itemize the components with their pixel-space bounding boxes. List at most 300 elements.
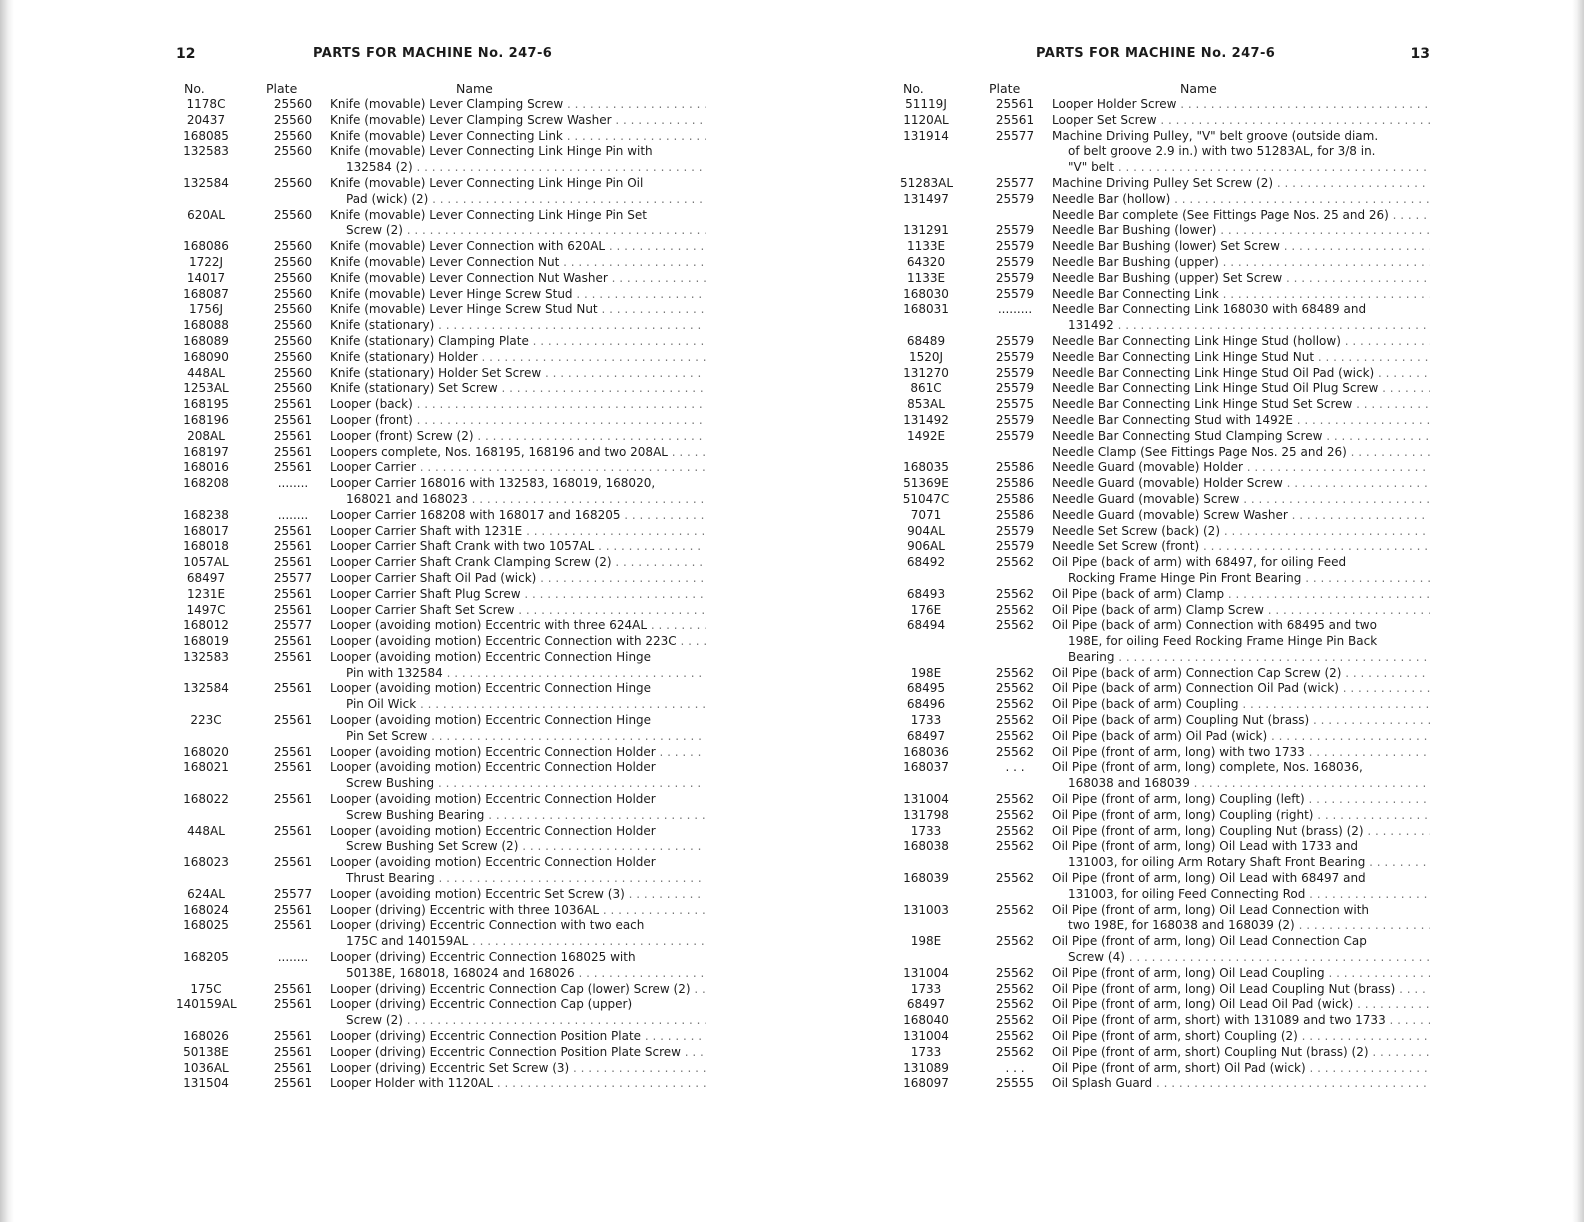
part-number: 223C [190, 713, 222, 728]
part-name [322, 381, 706, 397]
part-name [322, 903, 706, 919]
part-row [176, 445, 706, 461]
part-row [176, 287, 706, 303]
part-name [322, 97, 706, 113]
part-name-line: Screw Bushing Set Screw (2) . . . [330, 839, 706, 855]
part-name-line: Looper (avoiding motion) Eccentric Connection Holder [330, 760, 656, 775]
part-name [322, 760, 706, 792]
part-name [1044, 745, 1430, 761]
part-number: 131270 [903, 365, 949, 380]
part-number: 168016 [183, 460, 229, 475]
part-name [1044, 476, 1430, 492]
part-row [900, 445, 1430, 461]
part-name [1044, 1045, 1430, 1061]
parts-list [176, 97, 706, 1092]
part-name-line: Screw Bushing Bearing . . . [330, 808, 706, 824]
part-row [900, 334, 1430, 350]
plate-number: 25562 [995, 618, 1035, 633]
plate-number: 25562 [995, 681, 1035, 696]
part-number: 168021 [183, 760, 229, 775]
part-name-line: Looper (driving) Eccentric Connection Cap (upper) [330, 997, 633, 1012]
plate-number: 25561 [273, 460, 313, 475]
part-name-line: Oil Pipe (front of arm, short) with 131089 and two 1733 . . . [1052, 1013, 1430, 1029]
part-name [1044, 760, 1430, 792]
part-name-line: Knife (stationary) Holder Set Screw . . . [330, 366, 706, 382]
part-row [900, 1076, 1430, 1092]
part-number: 14017 [186, 270, 226, 285]
part-number: 853AL [907, 397, 945, 412]
plate-number: 25562 [995, 902, 1035, 917]
part-number: 168018 [183, 539, 229, 554]
part-name [322, 429, 706, 445]
part-name [1044, 460, 1430, 476]
plate-number: 25586 [995, 507, 1035, 522]
part-number: 132584 [183, 175, 229, 190]
part-number: 168026 [183, 1029, 229, 1044]
part-number: 51047C [902, 491, 950, 506]
plate-number: 25562 [995, 934, 1035, 949]
plate-number: 25561 [273, 555, 313, 570]
part-name-line: Pad (wick) (2) . . . [330, 192, 706, 208]
page-number: 12 [176, 46, 196, 62]
part-name-line: Knife (stationary) Set Screw . . . [330, 381, 706, 397]
part-name [1044, 223, 1430, 239]
plate-number: 25562 [995, 965, 1035, 980]
part-name [1044, 966, 1430, 982]
part-row [900, 476, 1430, 492]
part-name [1044, 903, 1430, 935]
part-number: 198E [910, 665, 942, 680]
part-name-line: Oil Pipe (back of arm) Coupling . . . [1052, 697, 1430, 713]
part-name [322, 287, 706, 303]
part-number: 68496 [906, 697, 946, 712]
part-row [900, 539, 1430, 555]
part-row [176, 903, 706, 919]
part-name [1044, 366, 1430, 382]
part-number: 175C [190, 981, 222, 996]
plate-number: 25577 [995, 175, 1035, 190]
part-name-line: Looper (avoiding motion) Eccentric Connection with 223C . . . [330, 634, 706, 650]
plate-number: 25562 [995, 713, 1035, 728]
part-number: 132583 [183, 144, 229, 159]
plate-number: 25562 [995, 602, 1035, 617]
part-row [900, 555, 1430, 587]
part-name [322, 950, 706, 982]
part-name [322, 208, 706, 240]
part-name-line: Knife (movable) Lever Clamping Screw . . . [330, 97, 706, 113]
part-name [1044, 618, 1430, 665]
plate-number: 25561 [273, 981, 313, 996]
part-row [176, 1076, 706, 1092]
part-name [322, 634, 706, 650]
plate-number: 25561 [273, 1060, 313, 1075]
part-row [900, 1061, 1430, 1077]
part-name [1044, 381, 1430, 397]
part-name-line: Knife (stationary) Clamping Plate . . . [330, 334, 706, 350]
part-name [322, 302, 706, 318]
plate-number: 25562 [995, 586, 1035, 601]
part-name [1044, 839, 1430, 871]
part-row [176, 760, 706, 792]
plate-number: 25579 [995, 349, 1035, 364]
plate-number: 25562 [995, 697, 1035, 712]
part-row [176, 824, 706, 856]
part-name [322, 745, 706, 761]
part-row [176, 508, 706, 524]
part-name-line: Needle Bar Bushing (lower) Set Screw . . . [1052, 239, 1430, 255]
part-name [1044, 334, 1430, 350]
part-row [900, 1045, 1430, 1061]
part-name-line: Oil Pipe (front of arm, long) Oil Lead Connection with [1052, 902, 1370, 917]
part-name [322, 887, 706, 903]
part-name-line: Oil Pipe (front of arm, long) Oil Lead Connection Cap [1052, 934, 1367, 949]
page-number: 13 [1410, 46, 1430, 62]
part-number: 1133E [906, 270, 946, 285]
part-name-line: Screw (2) . . . [330, 223, 706, 239]
part-row [900, 681, 1430, 697]
part-number: 168238 [183, 507, 229, 522]
part-name-line: Looper (driving) Eccentric Connection 168025 with [330, 950, 636, 965]
part-row [176, 176, 706, 208]
plate-number: ........ [277, 507, 309, 522]
plate-number: 25579 [995, 270, 1035, 285]
plate-number: ........ [277, 476, 309, 491]
part-name-line: Knife (movable) Lever Hinge Screw Stud Nut . . . [330, 302, 706, 318]
part-name [322, 144, 706, 176]
plate-number: 25561 [273, 397, 313, 412]
part-name-line: Needle Bar Bushing (upper) . . . [1052, 255, 1430, 271]
plate-number: 25560 [273, 286, 313, 301]
plate-number: 25560 [273, 381, 313, 396]
plate-number: 25586 [995, 460, 1035, 475]
part-name [322, 603, 706, 619]
part-name [322, 681, 706, 713]
part-row [176, 350, 706, 366]
part-name-line: 168021 and 168023 . . . [330, 492, 706, 508]
part-name-line: Needle Bar Bushing (lower) . . . [1052, 223, 1430, 239]
part-name-line: Looper (avoiding motion) Eccentric Connection Holder [330, 823, 656, 838]
part-row [176, 429, 706, 445]
plate-number: 25579 [995, 428, 1035, 443]
part-name [322, 255, 706, 271]
plate-number: ......... [997, 302, 1033, 317]
part-number: 168031 [903, 302, 949, 317]
part-number: 168085 [183, 128, 229, 143]
part-name [1044, 792, 1430, 808]
part-name-line: Needle Bar Connecting Stud Clamping Screw . . . [1052, 429, 1430, 445]
part-number: 1057AL [183, 555, 229, 570]
plate-number: 25560 [273, 270, 313, 285]
part-name-line: Screw Bushing . . . [330, 776, 706, 792]
part-row [176, 302, 706, 318]
part-row [176, 318, 706, 334]
part-name-line: Looper (avoiding motion) Eccentric Connection Holder [330, 855, 656, 870]
part-number: 168036 [903, 744, 949, 759]
part-name-line: Needle Bar Connecting Link 168030 with 68489 and [1052, 302, 1367, 317]
plate-number: 25579 [995, 254, 1035, 269]
plate-number: 25562 [995, 871, 1035, 886]
plate-number: 25561 [273, 444, 313, 459]
part-number: 168020 [183, 744, 229, 759]
part-name [322, 1029, 706, 1045]
part-name-line: Knife (movable) Lever Connecting Link Hinge Pin Set [330, 207, 647, 222]
part-name [1044, 587, 1430, 603]
part-name-line: Bearing . . . [1052, 650, 1430, 666]
part-name-line: Oil Pipe (front of arm, short) Coupling Nut (brass) (2) . . . [1052, 1045, 1430, 1061]
part-number: 1722J [188, 254, 224, 269]
part-row [176, 618, 706, 634]
part-number: 1231E [186, 586, 226, 601]
part-number: 168030 [903, 286, 949, 301]
plate-number: 25561 [273, 792, 313, 807]
part-name-line: Looper (front) . . . [330, 413, 706, 429]
part-name [1044, 824, 1430, 840]
part-number: 131504 [183, 1076, 229, 1091]
part-number: 64320 [906, 254, 946, 269]
plate-number: 25561 [995, 112, 1035, 127]
part-name-line: Knife (movable) Lever Connecting Link Hinge Pin Oil [330, 175, 644, 190]
plate-number: 25561 [273, 539, 313, 554]
part-number: 1733 [910, 981, 942, 996]
part-name-line: Pin Set Screw . . . [330, 729, 706, 745]
plate-number: 25561 [273, 997, 313, 1012]
part-name-line: Knife (stationary) . . . [330, 318, 706, 334]
part-name [1044, 729, 1430, 745]
part-name-line: Oil Pipe (front of arm, long) Oil Lead Coupling . . . [1052, 966, 1430, 982]
part-name-line: Oil Pipe (back of arm) Oil Pad (wick) . . . [1052, 729, 1430, 745]
part-number: 132583 [183, 649, 229, 664]
part-row [176, 476, 706, 508]
part-row [900, 713, 1430, 729]
part-row [900, 808, 1430, 824]
plate-number: 25561 [273, 428, 313, 443]
part-name-line: Oil Splash Guard . . . [1052, 1076, 1430, 1092]
part-name [1044, 239, 1430, 255]
part-name [322, 713, 706, 745]
part-name-line: Looper Carrier Shaft Oil Pad (wick) . . . [330, 571, 706, 587]
part-number: 131914 [903, 128, 949, 143]
part-number: 168089 [183, 333, 229, 348]
part-row [900, 666, 1430, 682]
part-row [900, 492, 1430, 508]
part-row [900, 176, 1430, 192]
part-name [322, 413, 706, 429]
part-name [322, 539, 706, 555]
part-row [900, 934, 1430, 966]
plate-number: . . . [1005, 1060, 1025, 1075]
part-number: 1733 [910, 823, 942, 838]
part-name [1044, 934, 1430, 966]
part-name-line: Oil Pipe (front of arm, long) Oil Lead with 68497 and [1052, 871, 1366, 886]
part-row [900, 587, 1430, 603]
part-name [1044, 524, 1430, 540]
part-name [322, 129, 706, 145]
part-row [900, 208, 1430, 224]
part-number: 168097 [903, 1076, 949, 1091]
part-row [176, 239, 706, 255]
part-name-line: Knife (movable) Lever Connection with 620AL . . . [330, 239, 706, 255]
part-number: 7071 [910, 507, 942, 522]
part-number: 198E [910, 934, 942, 949]
part-name [322, 997, 706, 1029]
part-name [322, 271, 706, 287]
plate-number: 25562 [995, 1029, 1035, 1044]
part-row [176, 271, 706, 287]
part-name-line: Needle Guard (movable) Holder . . . [1052, 460, 1430, 476]
part-name [322, 1061, 706, 1077]
plate-number: 25561 [273, 634, 313, 649]
part-number: 50138E [183, 1044, 229, 1059]
plate-number: 25555 [995, 1076, 1035, 1091]
plate-number: 25561 [273, 681, 313, 696]
plate-number: 25560 [273, 239, 313, 254]
part-name [1044, 666, 1430, 682]
part-name-line: Needle Bar Connecting Link . . . [1052, 287, 1430, 303]
part-name-line: Looper (avoiding motion) Eccentric Set Screw (3) . . . [330, 887, 706, 903]
plate-number: 25577 [273, 618, 313, 633]
part-row [176, 524, 706, 540]
column-header-name: Name [1180, 81, 1217, 96]
part-name-line: Needle Guard (movable) Holder Screw . . . [1052, 476, 1430, 492]
part-number: 168197 [183, 444, 229, 459]
part-name-line: Screw (2) . . . [330, 1013, 706, 1029]
part-row [900, 97, 1430, 113]
part-name-line: Needle Bar complete (See Fittings Page Nos. 25 and 26) . . . [1052, 208, 1430, 224]
part-row [900, 697, 1430, 713]
part-name [1044, 697, 1430, 713]
part-number: 51369E [903, 476, 949, 491]
part-number: 168195 [183, 397, 229, 412]
part-name-line: Looper (avoiding motion) Eccentric Connection Holder [330, 792, 656, 807]
column-headers [900, 81, 1430, 97]
part-number: 448AL [187, 823, 225, 838]
part-name [322, 397, 706, 413]
part-number: 906AL [907, 539, 945, 554]
plate-number: 25562 [995, 839, 1035, 854]
part-number: 168023 [183, 855, 229, 870]
part-row [900, 603, 1430, 619]
part-name-line: Looper (front) Screw (2) . . . [330, 429, 706, 445]
part-name-line: Needle Bar (hollow) . . . [1052, 192, 1430, 208]
part-number: 131492 [903, 412, 949, 427]
part-number: 1520J [908, 349, 944, 364]
part-number: 68495 [906, 681, 946, 696]
part-row [176, 255, 706, 271]
part-name [1044, 129, 1430, 176]
part-name-line: Needle Bar Connecting Link Hinge Stud Oil Pad (wick) . . . [1052, 366, 1430, 382]
part-name-line: Looper (avoiding motion) Eccentric Connection Holder . . . [330, 745, 706, 761]
part-number: 1733 [910, 713, 942, 728]
part-name [1044, 302, 1430, 334]
plate-number: 25560 [273, 349, 313, 364]
plate-number: 25586 [995, 491, 1035, 506]
part-name-line: Looper (avoiding motion) Eccentric with three 624AL . . . [330, 618, 706, 634]
plate-number: . . . [1005, 760, 1025, 775]
right-page [900, 0, 1430, 1222]
part-row [900, 429, 1430, 445]
part-number: 448AL [187, 365, 225, 380]
part-row [900, 508, 1430, 524]
part-name-line: 131003, for oiling Feed Connecting Rod . . . [1052, 887, 1430, 903]
plate-number: 25560 [273, 97, 313, 111]
part-row [176, 97, 706, 113]
plate-number: 25561 [273, 649, 313, 664]
part-name [1044, 871, 1430, 903]
page-title: PARTS FOR MACHINE No. 247-6 [1036, 46, 1276, 61]
part-name [322, 445, 706, 461]
part-number: 132584 [183, 681, 229, 696]
plate-number: 25560 [273, 128, 313, 143]
part-name [1044, 413, 1430, 429]
part-name [1044, 192, 1430, 208]
part-name-line: Oil Pipe (front of arm, long) Oil Lead Oil Pad (wick) . . . [1052, 997, 1430, 1013]
part-number: 168017 [183, 523, 229, 538]
part-name-line: Oil Pipe (front of arm, long) complete, Nos. 168036, [1052, 760, 1363, 775]
part-name-line: Oil Pipe (back of arm) Coupling Nut (brass) . . . [1052, 713, 1430, 729]
part-row [176, 887, 706, 903]
part-name-line: Looper (back) . . . [330, 397, 706, 413]
part-number: 1497C [186, 602, 226, 617]
part-name [322, 460, 706, 476]
left-page [176, 0, 706, 1222]
part-name-line: Oil Pipe (front of arm, long) Oil Lead Coupling Nut (brass) . . . [1052, 982, 1430, 998]
part-name-line: 132584 (2) . . . [330, 160, 706, 176]
part-name [322, 1045, 706, 1061]
part-row [900, 871, 1430, 903]
part-row [900, 287, 1430, 303]
part-name [322, 824, 706, 856]
part-name-line: Thrust Bearing . . . [330, 871, 706, 887]
plate-number: 25560 [273, 254, 313, 269]
part-name-line: Needle Bar Connecting Link Hinge Stud Oil Plug Screw . . . [1052, 381, 1430, 397]
part-row [176, 713, 706, 745]
part-number: 131798 [903, 807, 949, 822]
part-name-line: Needle Guard (movable) Screw Washer . . . [1052, 508, 1430, 524]
part-name-line: Needle Bar Connecting Link Hinge Stud Nut . . . [1052, 350, 1430, 366]
plate-number: 25561 [273, 1076, 313, 1091]
plate-number: 25560 [273, 175, 313, 190]
part-number: 168037 [903, 760, 949, 775]
part-number: 168022 [183, 792, 229, 807]
plate-number: 25561 [995, 97, 1035, 111]
part-number: 624AL [187, 886, 225, 901]
part-name-line: Looper (driving) Eccentric Connection Position Plate . . . [330, 1029, 706, 1045]
part-number: 68493 [906, 586, 946, 601]
plate-number: 25579 [995, 333, 1035, 348]
part-name-line: of belt groove 2.9 in.) with two 51283AL, for 3/8 in. [1068, 144, 1376, 159]
plate-number: 25579 [995, 365, 1035, 380]
part-name-line: Looper Holder Screw . . . [1052, 97, 1430, 113]
part-name-line: Knife (movable) Lever Hinge Screw Stud . . . [330, 287, 706, 303]
part-row [900, 271, 1430, 287]
part-number: 68492 [906, 555, 946, 570]
part-number: 1133E [906, 239, 946, 254]
plate-number: 25561 [273, 918, 313, 933]
part-name-line: Oil Pipe (back of arm) Connection with 68495 and two [1052, 618, 1377, 633]
part-number: 168039 [903, 871, 949, 886]
part-row [176, 681, 706, 713]
part-name-line: Looper (driving) Eccentric Connection Cap (lower) Screw (2) . . . [330, 982, 706, 998]
part-number: 168088 [183, 318, 229, 333]
part-number: 68489 [906, 333, 946, 348]
column-header-plate: Plate [989, 81, 1021, 96]
part-row [900, 618, 1430, 665]
part-number: 168040 [903, 1013, 949, 1028]
part-number: 1733 [910, 1044, 942, 1059]
part-number: 131004 [903, 965, 949, 980]
part-name-line: Screw (4) . . . [1052, 950, 1430, 966]
plate-number: 25562 [995, 997, 1035, 1012]
